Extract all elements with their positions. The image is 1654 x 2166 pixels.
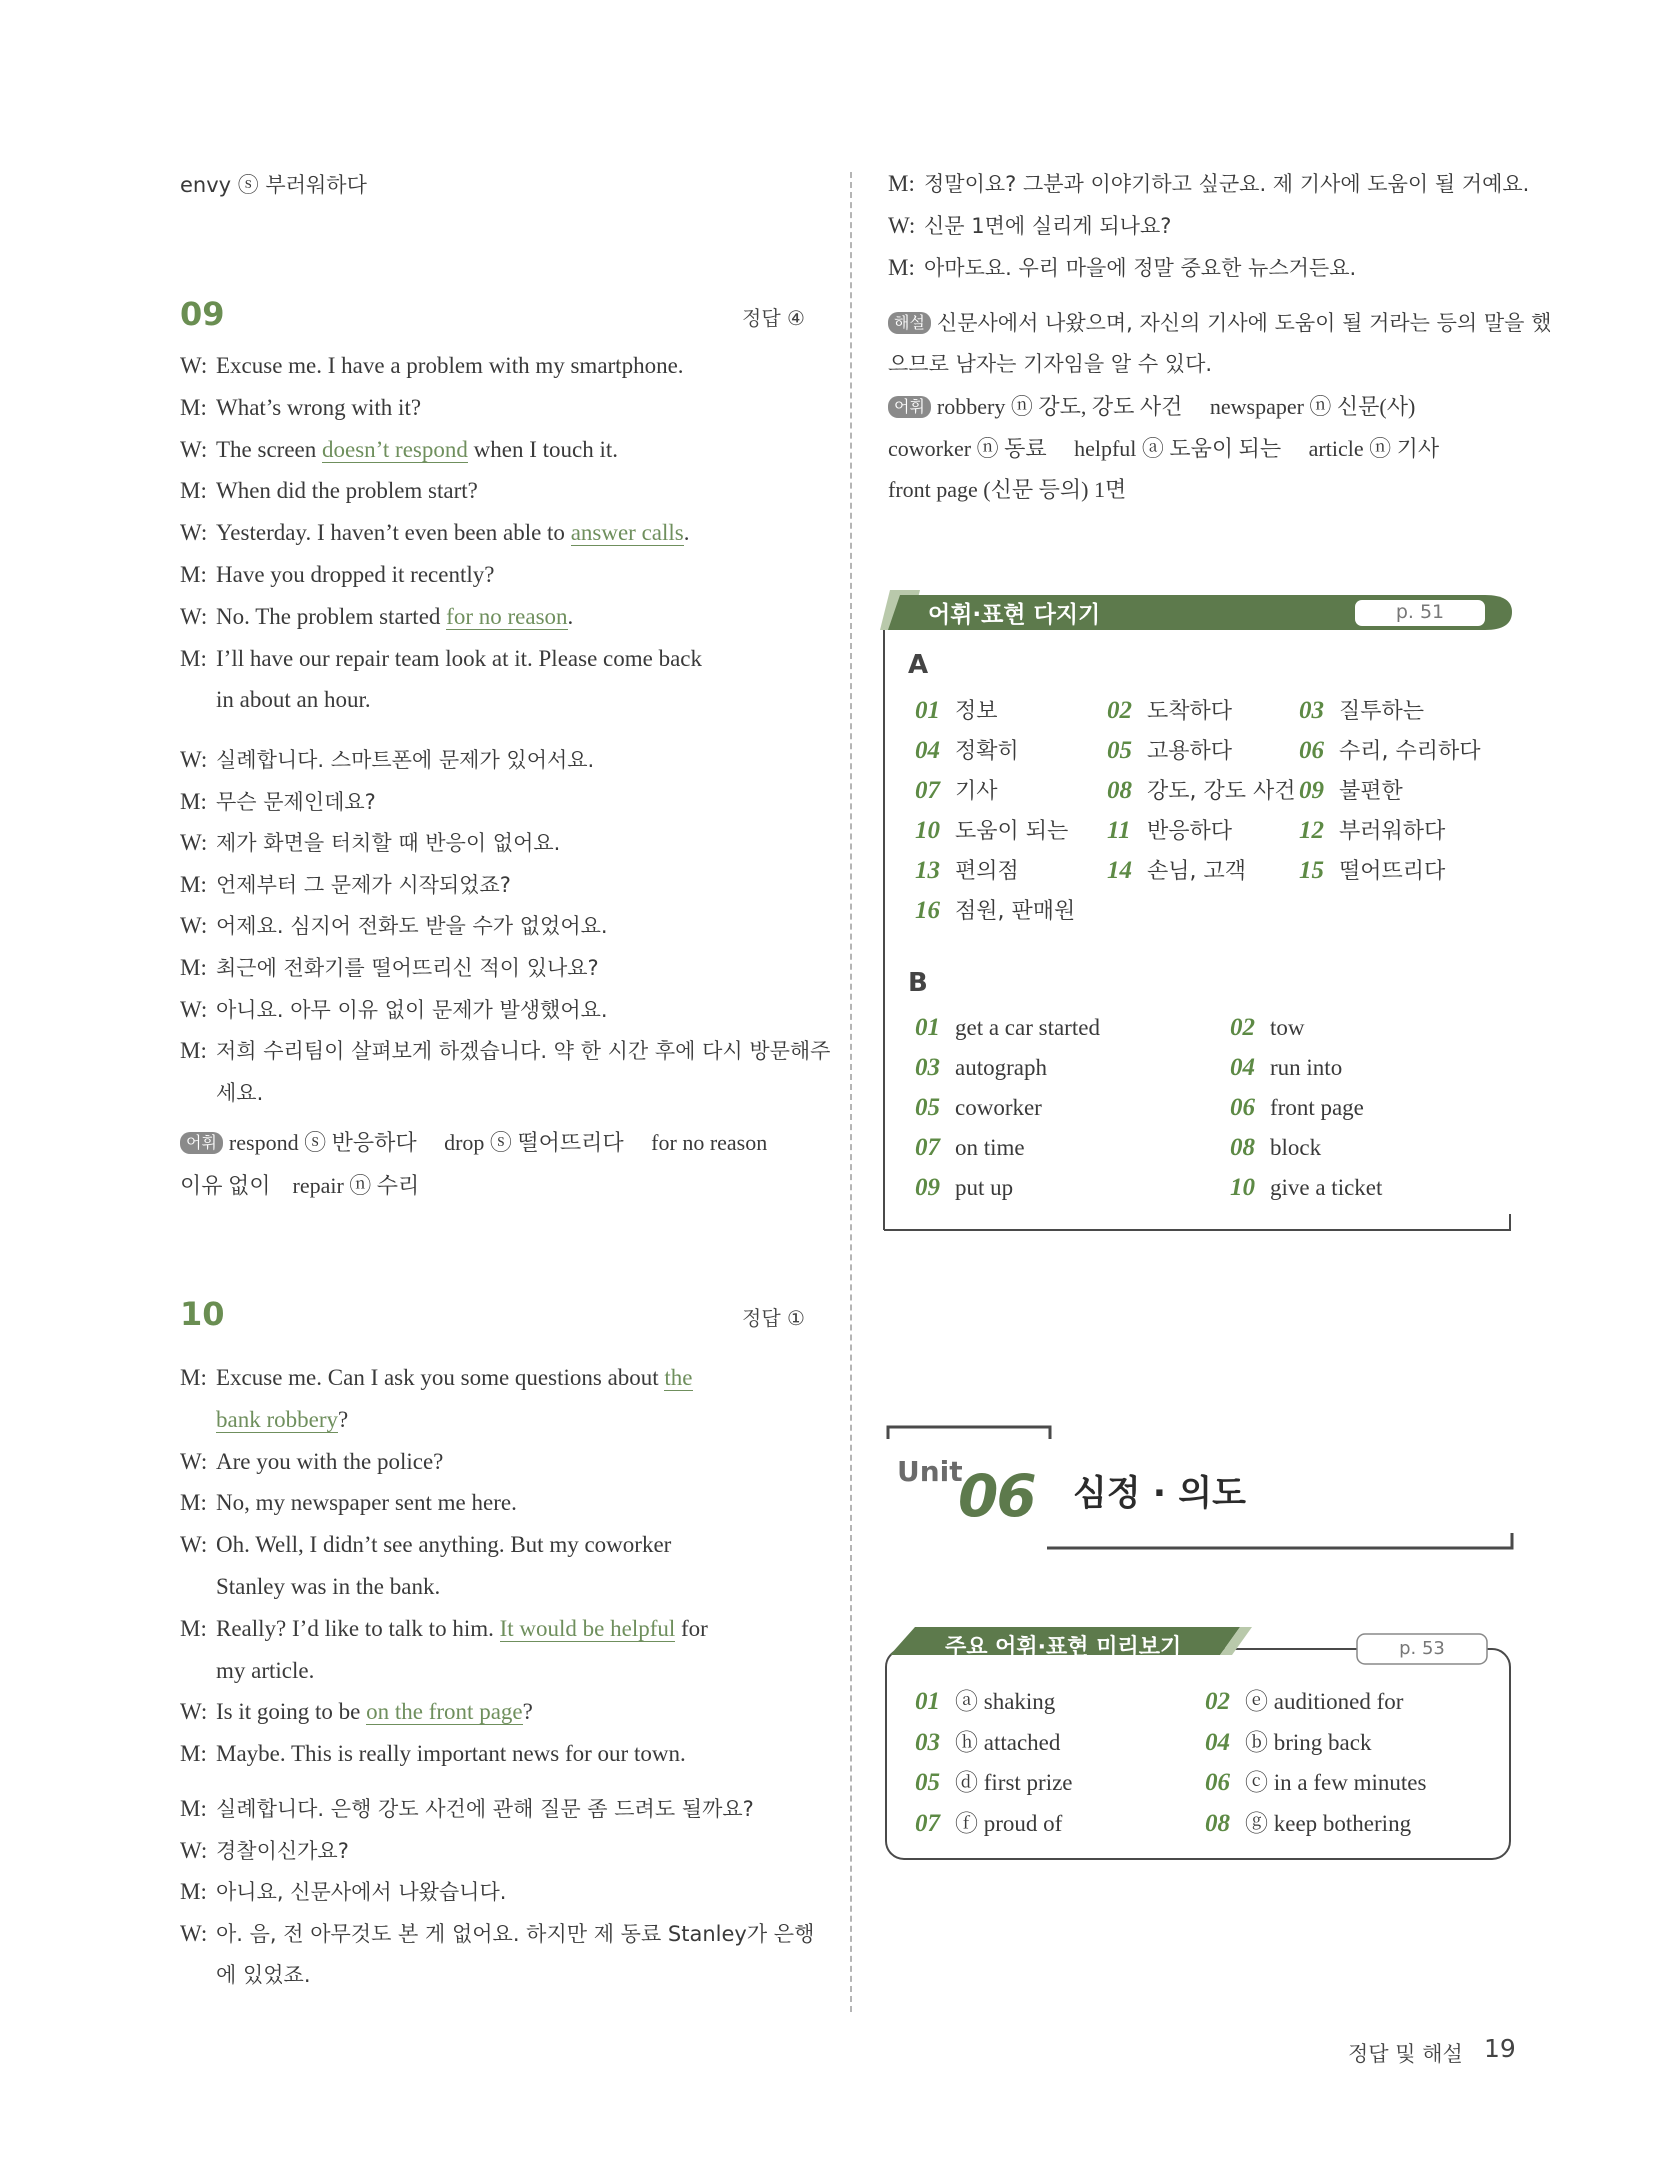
dialogue-text: What’s wrong with it? — [216, 394, 422, 420]
translation-line — [888, 169, 1529, 199]
dialogue-line — [180, 1739, 686, 1769]
speaker-label: M: — [180, 478, 207, 504]
review-page: p. 51 — [1395, 601, 1445, 623]
vocab-item — [915, 1728, 1060, 1758]
question-number-09: 09 — [180, 295, 225, 333]
preview-page: p. 53 — [1399, 1638, 1445, 1659]
item-number: 16 — [915, 897, 940, 924]
dialogue-text: my article. — [216, 1657, 315, 1683]
translation-line — [180, 1836, 349, 1866]
vocab-item — [1230, 1013, 1305, 1043]
item-text: put up — [955, 1175, 1014, 1200]
column-divider — [850, 172, 852, 2012]
item-number: 04 — [1230, 1054, 1255, 1081]
vocab-item — [915, 1768, 1073, 1798]
item-number: 05 — [1107, 737, 1132, 764]
dialogue-text: I’ll have our repair team look at it. Please come back — [216, 645, 702, 671]
vocab-10-line1: robbery ⓝ 강도, 강도 사건 newspaper ⓝ 신문(사) — [936, 394, 1416, 419]
vocab-item — [915, 1173, 1013, 1203]
dialogue-line — [180, 685, 371, 715]
vocab-item — [1205, 1687, 1403, 1717]
dialogue-line — [180, 1405, 348, 1435]
translation-text: 저희 수리팀이 살펴보게 하겠습니다. 약 한 시간 후에 다시 방문해주 — [216, 1039, 831, 1064]
item-number: 03 — [1299, 697, 1324, 724]
envy-vocab: envy ⓢ 부러워하다 — [180, 173, 367, 197]
translation-line — [180, 1036, 830, 1066]
item-text: front page — [1270, 1095, 1364, 1120]
item-number: 14 — [1107, 857, 1132, 884]
item-text: on time — [955, 1135, 1025, 1160]
vocab-item — [1107, 816, 1232, 847]
vocab-10-line2: coworker ⓝ 동료 helpful ⓐ 도움이 되는 article ⓝ 기사 — [888, 436, 1440, 461]
vocab-10-line3: front page (신문 등의) 1면 — [888, 477, 1127, 502]
vocab-09-line1: respond ⓢ 반응하다 drop ⓢ 떨어뜨리다 for no reason — [228, 1130, 768, 1155]
item-text: block — [1270, 1135, 1322, 1160]
dialogue-line — [180, 435, 618, 465]
vocab-item — [1205, 1768, 1426, 1798]
vocab-item — [1230, 1093, 1364, 1123]
item-number: 08 — [1230, 1134, 1255, 1161]
dialogue-text: Yesterday. I haven’t even been able to — [216, 520, 571, 546]
speaker-label: M: — [180, 1038, 207, 1064]
speaker-label: W: — [180, 1448, 208, 1474]
item-number: 07 — [915, 1134, 940, 1161]
underlined-phrase: for no reason — [446, 603, 568, 629]
item-number: 02 — [1107, 697, 1132, 724]
underlined-phrase: answer calls — [570, 520, 684, 546]
item-number: 06 — [1230, 1094, 1255, 1121]
vocab-item — [915, 856, 1019, 887]
item-number: 15 — [1299, 857, 1324, 884]
vocab-item — [1230, 1173, 1382, 1203]
dialogue-text: Excuse me. I have a problem with my smartphone. — [216, 353, 684, 378]
item-number: 01 — [915, 697, 940, 724]
item-number: 13 — [915, 857, 940, 884]
item-text: 도착하다 — [1147, 699, 1233, 724]
preview-title: 주요 어휘·표현 미리보기 — [945, 1635, 1182, 1660]
item-text: 손님, 고객 — [1147, 859, 1246, 884]
item-text: autograph — [955, 1055, 1047, 1080]
translation-text: 경찰이신가요? — [216, 1838, 349, 1863]
item-number: 02 — [1230, 1014, 1255, 1041]
item-text: 정확히 — [955, 739, 1019, 764]
dialogue-text: for — [675, 1615, 708, 1641]
dialogue-text: in about an hour. — [216, 687, 371, 713]
dialogue-line — [180, 1530, 671, 1560]
item-text: 기사 — [955, 779, 998, 804]
translation-text: 신문 1면에 실리게 되나요? — [924, 214, 1172, 238]
item-number: 08 — [1205, 1809, 1230, 1837]
item-text: 점원, 판매원 — [955, 899, 1076, 924]
dialogue-text: Excuse me. Can I ask you some questions about — [216, 1365, 665, 1390]
speaker-label: M: — [180, 1741, 207, 1767]
speaker-label: W: — [180, 996, 208, 1022]
vocab-09 — [180, 1128, 810, 1201]
item-text: 수리, 수리하다 — [1339, 739, 1481, 764]
vocab-item — [1230, 1133, 1321, 1163]
vocab-item — [1205, 1809, 1411, 1839]
speaker-label: W: — [180, 830, 208, 856]
section-b-label: B — [908, 968, 928, 998]
vocab-item — [1107, 736, 1232, 767]
item-number: 08 — [1107, 777, 1132, 804]
translation-line — [180, 745, 594, 775]
question-number-10: 10 — [180, 1295, 225, 1333]
translation-line — [888, 253, 1356, 283]
item-text: coworker — [955, 1095, 1042, 1120]
translation-line — [180, 787, 376, 817]
dialogue-line — [180, 393, 421, 423]
vocab-item — [915, 736, 1019, 767]
vocab-item — [1230, 1053, 1342, 1083]
dialogue-line — [180, 1656, 314, 1686]
dialogue-line — [180, 560, 494, 590]
dialogue-text: Are you with the police? — [216, 1448, 444, 1474]
dialogue-text: Oh. Well, I didn’t see anything. But my coworker — [216, 1532, 672, 1558]
speaker-label: W: — [180, 913, 208, 939]
speaker-label: M: — [180, 955, 207, 980]
speaker-label: M: — [180, 645, 207, 671]
speaker-label: M: — [180, 562, 207, 587]
dialogue-text: No, my newspaper sent me here. — [216, 1490, 517, 1516]
speaker-label: M: — [180, 788, 207, 814]
translation-line — [180, 828, 560, 858]
underlined-phrase: bank robbery — [216, 1406, 338, 1432]
vocab-item — [915, 1809, 1062, 1839]
speaker-label: M: — [888, 255, 915, 280]
speaker-label: M: — [180, 394, 207, 420]
translation-text: 아마도요. 우리 마을에 정말 중요한 뉴스거든요. — [924, 256, 1357, 280]
item-text: get a car started — [955, 1015, 1100, 1040]
dialogue-text: . — [567, 603, 574, 629]
speaker-label: M: — [180, 1796, 207, 1821]
dialogue-text: . — [683, 520, 690, 546]
speaker-label: W: — [180, 603, 208, 629]
explain-line1: 신문사에서 나왔으며, 자신의 기사에 도움이 될 거라는 등의 말을 했 — [936, 311, 1552, 335]
item-number: 07 — [915, 777, 940, 804]
dialogue-line — [180, 1488, 517, 1518]
speaker-label: M: — [180, 1365, 207, 1390]
dialogue-text: No. The problem started — [216, 603, 447, 629]
item-text: ⓔ auditioned for — [1245, 1689, 1404, 1714]
item-text: 부러워하다 — [1339, 819, 1446, 844]
vocab-item — [915, 1093, 1042, 1123]
vocab-item — [915, 776, 998, 807]
item-text: ⓕ proud of — [955, 1810, 1063, 1836]
underlined-phrase: on the front page — [366, 1699, 523, 1725]
dialogue-line — [180, 1572, 440, 1602]
dialogue-text: Have you dropped it recently? — [216, 562, 495, 587]
translation-text: 무슨 문제인데요? — [216, 789, 376, 814]
unit-title: 심정 · 의도 — [1073, 1474, 1246, 1514]
item-number: 05 — [915, 1094, 940, 1121]
translation-text: 최근에 전화기를 떨어뜨리신 적이 있나요? — [216, 956, 599, 980]
dialogue-line — [180, 1697, 533, 1727]
dialogue-text: Stanley was in the bank. — [216, 1574, 441, 1599]
page-number: 19 — [1484, 2034, 1516, 2063]
dialogue-line — [180, 351, 684, 381]
dialogue-line — [180, 602, 573, 632]
item-text: ⓗ attached — [955, 1729, 1061, 1755]
translation-text: 아니요, 신문사에서 나왔습니다. — [216, 1880, 507, 1904]
item-text: ⓖ keep bothering — [1245, 1810, 1412, 1836]
dialogue-text: Maybe. This is really important news for our town. — [216, 1741, 686, 1767]
vocab-item — [915, 696, 998, 727]
underlined-phrase: It would be helpful — [499, 1615, 676, 1641]
item-text: ⓑ bring back — [1245, 1729, 1372, 1755]
dialogue-text: ? — [338, 1406, 349, 1432]
speaker-label: M: — [180, 1879, 207, 1904]
item-text: 떨어뜨리다 — [1339, 859, 1446, 884]
underlined-phrase: doesn’t respond — [322, 436, 468, 462]
unit-word: Unit — [897, 1455, 963, 1488]
translation-text: 세요. — [216, 1080, 264, 1105]
review-title: 어휘·표현 다지기 — [928, 602, 1101, 628]
explanation — [888, 308, 1552, 379]
translation-line — [180, 1960, 311, 1990]
item-text: 도움이 되는 — [955, 819, 1069, 844]
vocab-badge-10: 어휘 — [888, 396, 931, 418]
item-text: run into — [1270, 1055, 1343, 1080]
vocab-item — [1107, 696, 1232, 727]
translation-line — [180, 1078, 263, 1108]
item-text: 고용하다 — [1147, 739, 1233, 764]
answer-10: 정답 ① — [742, 1306, 805, 1330]
item-text: ⓐ shaking — [955, 1689, 1056, 1714]
vocab-09-line2: 이유 없이 repair ⓝ 수리 — [180, 1173, 420, 1198]
translation-text: 제가 화면을 터치할 때 반응이 없어요. — [216, 831, 561, 856]
explain-badge: 해설 — [888, 312, 931, 334]
underlined-phrase: the — [664, 1365, 693, 1390]
speaker-label: M: — [180, 1490, 207, 1516]
dialogue-line — [180, 1614, 708, 1644]
item-text: 편의점 — [955, 859, 1019, 884]
speaker-label: M: — [180, 871, 207, 897]
vocab-item — [1205, 1728, 1371, 1758]
speaker-label: W: — [180, 1699, 208, 1725]
item-number: 01 — [915, 1688, 940, 1715]
item-number: 06 — [1205, 1769, 1230, 1796]
speaker-label: W: — [180, 520, 208, 546]
vocab-item — [1107, 856, 1246, 887]
translation-text: 아. 음, 전 아무것도 본 게 없어요. 하지만 제 동료 Stanley가 은행 — [216, 1921, 815, 1946]
speaker-label: W: — [180, 1920, 208, 1946]
item-text: 반응하다 — [1147, 819, 1233, 844]
vocab-item — [1299, 856, 1445, 887]
item-text: ⓓ first prize — [955, 1770, 1073, 1795]
item-number: 04 — [1205, 1728, 1230, 1756]
vocab-item — [915, 896, 1075, 927]
dialogue-text: When did the problem start? — [216, 478, 478, 504]
item-text: 강도, 강도 사건 — [1147, 779, 1296, 804]
item-number: 09 — [915, 1174, 940, 1201]
speaker-label: W: — [180, 353, 208, 378]
item-number: 03 — [915, 1054, 940, 1081]
dialogue-line — [180, 644, 702, 674]
speaker-label: W: — [180, 747, 208, 772]
item-number: 09 — [1299, 777, 1324, 804]
item-number: 12 — [1299, 817, 1324, 844]
item-text: 질투하는 — [1339, 699, 1425, 724]
dialogue-line — [180, 518, 689, 548]
item-number: 11 — [1107, 817, 1131, 844]
translation-text: 에 있었죠. — [216, 1963, 311, 1987]
speaker-label: M: — [180, 1615, 207, 1641]
vocab-item — [1299, 696, 1424, 727]
speaker-label: W: — [180, 1837, 208, 1863]
section-a-label: A — [908, 650, 929, 680]
vocab-badge: 어휘 — [180, 1132, 223, 1154]
vocab-item — [1107, 776, 1296, 807]
translation-text: 어제요. 심지어 전화도 받을 수가 없었어요. — [216, 914, 608, 939]
speaker-label: W: — [888, 213, 916, 238]
speaker-label: W: — [180, 1532, 208, 1558]
translation-line — [180, 1794, 754, 1824]
vocab-item — [1299, 816, 1445, 847]
item-text: tow — [1270, 1015, 1305, 1040]
item-number: 01 — [915, 1014, 940, 1041]
dialogue-text: Is it going to be — [216, 1699, 367, 1725]
translation-line — [180, 911, 608, 941]
item-number: 10 — [915, 817, 940, 844]
vocab-item — [915, 816, 1068, 847]
dialogue-line — [180, 476, 478, 506]
item-number: 02 — [1205, 1688, 1230, 1715]
translation-line — [180, 1919, 814, 1949]
speaker-label: W: — [180, 436, 208, 462]
translation-text: 실례합니다. 스마트폰에 문제가 있어서요. — [216, 748, 595, 772]
item-text: 정보 — [955, 699, 998, 724]
dialogue-text: Really? I’d like to talk to him. — [216, 1615, 500, 1641]
item-text: 불편한 — [1339, 779, 1403, 804]
unit-number: 06 — [958, 1462, 1035, 1530]
item-text: ⓒ in a few minutes — [1245, 1770, 1427, 1795]
translation-text: 아니요. 아무 이유 없이 문제가 발생했어요. — [216, 997, 608, 1022]
dialogue-line — [180, 1363, 693, 1393]
speaker-label: M: — [888, 171, 915, 196]
item-number: 03 — [915, 1728, 940, 1756]
item-number: 04 — [915, 737, 940, 764]
translation-text: 정말이요? 그분과 이야기하고 싶군요. 제 기사에 도움이 될 거예요. — [924, 172, 1530, 196]
item-number: 10 — [1230, 1174, 1255, 1201]
vocab-item — [915, 1013, 1100, 1043]
vocab-item — [915, 1133, 1025, 1163]
item-number: 05 — [915, 1769, 940, 1796]
translation-line — [180, 995, 608, 1025]
footer-label: 정답 및 해설 — [1348, 2042, 1463, 2066]
answer-09: 정답 ④ — [742, 306, 805, 330]
translation-text: 실례합니다. 은행 강도 사건에 관해 질문 좀 드려도 될까요? — [216, 1797, 754, 1821]
translation-text: 언제부터 그 문제가 시작되었죠? — [216, 872, 511, 897]
vocab-item — [915, 1053, 1047, 1083]
vocab-item — [1299, 776, 1403, 807]
translation-line — [180, 870, 511, 900]
translation-line — [180, 953, 599, 983]
item-number: 06 — [1299, 737, 1324, 764]
dialogue-text: The screen — [216, 436, 322, 462]
item-text: give a ticket — [1270, 1175, 1383, 1200]
dialogue-line — [180, 1447, 443, 1477]
vocab-item — [915, 1687, 1055, 1717]
vocab-10 — [888, 392, 1528, 505]
vocab-item — [1299, 736, 1481, 767]
dialogue-text: ? — [522, 1699, 533, 1725]
translation-line — [888, 211, 1171, 241]
item-number: 07 — [915, 1809, 940, 1837]
dialogue-text: when I touch it. — [467, 436, 618, 462]
translation-line — [180, 1877, 506, 1907]
explain-line2: 으므로 남자는 기자임을 알 수 있다. — [888, 352, 1213, 376]
